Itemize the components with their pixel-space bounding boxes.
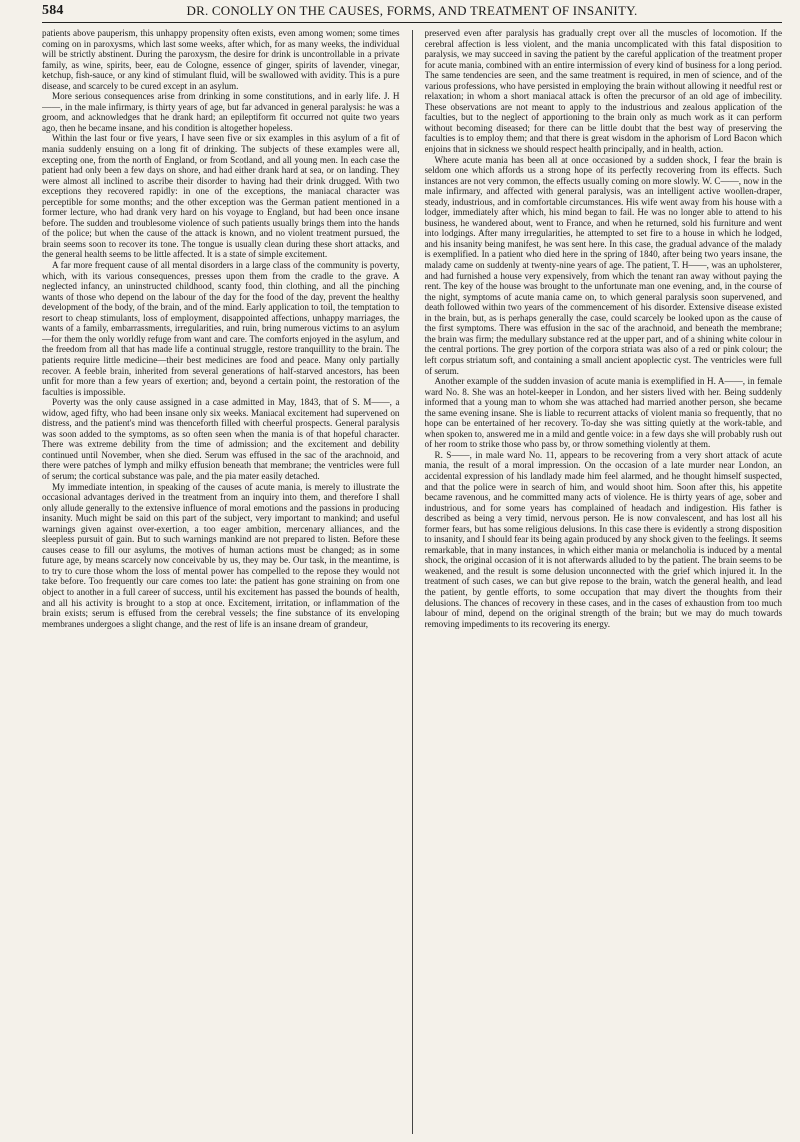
paragraph: My immediate intention, in speaking of the causes of acute mania, is merely to illustrate the occasional advantages derived in the treatment from an inquiry into them, and therefore I shall only allude generally to the extensive influence of moral emotions and the passions in producing insanity. Much might be said on this part of the subject, very important to mankind; and useful warnings given against over-exertion, a too eager ambition, mercenary alliances, and the sleepless pursuit of gain. But to such warnings mankind are not prepared to listen. Before these causes cease to fill our asylums, the motives of human actions must be changed; as in some future age, by means scarcely now conceivable by us, they may be. Our task, in the meantime, is to try to cure those whom the loss of mental power has compelled to the repose they would not take before. Too frequently our care comes too late: the patient has gone straining on from one object to another in a full career of success, until his excitement has passed the bounds of health, and all his activity is brought to a stop at once. Excitement, irritation, or inflammation of the brain exists; serum is effused from the cerebral vessels; the fine substance of its enveloping membranes undergoes a slight change, and the rest of life is an insane dream of grandeur, [42,481,400,629]
paragraph: patients above pauperism, this unhappy propensity often exists, even among women; some times coming on in paroxysms, which last some weeks, after which, for as many weeks, the individual will be strictly abstinent. During the paroxysm, the desire for drink is uncontrollable in a private family, as wine, spirits, beer, eau de Cologne, essence of ginger, spirits of lavender, vinegar, ketchup, fish-sauce, or any kind of stimulant fluid, will be swallowed with avidity. This is a pure disease, and scarcely to be cured except in an asylum. [42,28,400,91]
paragraph: Where acute mania has been all at once occasioned by a sudden shock, I fear the brain is seldom one which affords us a strong hope of its perfectly recovering from its effects. Such instances are not very common, the effects usually coming on more slowly. W. C——, now in the male infirmary, and affected with general paralysis, was an intelligent active woollen-draper, steady, industrious, and in comfortable circumstances. His wife went away from his house with a lodger, immediately after which, his mind began to fail. He was no longer able to attend to his business, he wandered about, went to France, and when he returned, sold his furniture and went into lodgings. After many irregularities, he attempted to set fire to a house in which he lodged, and his insanity being manifest, he was sent here. In this case, the gradual advance of the malady is exemplified. In a patient who died here in the spring of 1840, after being two years insane, the malady came on suddenly at twenty-nine years of age. The patient, T. H——, was an upholsterer, and had furnished a house very expensively, from which the tenant ran away without paying the rent. The key of the house was brought to the unfortunate man one evening, and, in the course of the night, symptoms of acute mania came on, to which general paralysis soon supervened, and death followed within two years of the commencement of his disorder. Extensive disease existed in the brain, but, as is perhaps generally the case, could scarcely be looked upon as the cause of the first symptoms. There was effusion in the sac of the arachnoid, and beneath the membrane; the brain was firm; the medullary substance red at the upper part, and of a shining white colour in the central portions. The grey portion of the corpora striata was also of a red or pink colour; the left corpus striatum soft, and containing a small ancient apoplectic cyst. The ventricles were full of serum. [424,154,782,376]
paragraph: Within the last four or five years, I have seen five or six examples in this asylum of a fit of mania suddenly ensuing on a long fit of drinking. The subjects of these examples were all, excepting one, from the north of England, or from Scotland, and all young men. In each case the patient had only been a few days on shore, and had either drank hard at sea, or on landing. They were almost all inclined to ascribe their disorder to having had their drink drugged. With two exceptions they recovered rapidly: in one of the exceptions, the maniacal character was perceptible for some months; and the other exception was the German patient mentioned in a former lecture, who had drank very hard on his voyage to England, but had been once insane before. The sudden and troublesome violence of such patients usually brings them into the hands of the police; but when the cause of the attack is known, and no violent treatment pursued, the brain seems soon to recover its tone. The tongue is usually clean during these short attacks, and the general health seems to be little affected. It is a state of simple excitement. [42,133,400,260]
right-column [425,28,783,1134]
column-divider [412,30,413,1134]
page-header [42,0,782,23]
paragraph: R. S——, in male ward No. 11, appears to be recovering from a very short attack of acute mania, the result of a moral impression. On the occasion of a late murder near London, an accidental expression of his landlady made him feel alarmed, and he thought himself suspected, and that the police were in search of him, and would shoot him. Soon after this, his appetite became ravenous, and he committed many acts of violence. He is thirty years of age, sober and industrious, and for some years has complained of headach and indigestion. His father is described as being a very timid, nervous person. He is now convalescent, and has lost all his former fears, but has some religious delusions. In this case there is evidently a strong disposition to insanity, and I should fear its being again produced by any shock given to the feelings. It seems remarkable, that in many instances, in which either mania or melancholia is induced by a mental shock, the original occasion of it is not afterwards alluded to by the patient. The brain seems to be weakened, and the result is some delusion unconnected with the grief which injured it. In the treatment of such cases, we can but give repose to the brain, watch the general health, and lead the patient, by gentle efforts, to some occupation that may divert the thoughts from their delusions. The chances of recovery in these cases, and in the cases of exhaustion from too much labour of mind, depend on the original strength of the brain; but we may do much towards removing impediments to its recovering its energy. [424,449,782,629]
page-number: 584 [42,3,64,18]
paragraph: Another example of the sudden invasion of acute mania is exemplified in H. A——, in female ward No. 8. She was an hotel-keeper in London, and her sisters lived with her. Being suddenly informed that a young man to whom she was attached had married another person, she became the same evening insane. She is liable to recurrent attacks of violent mania so frequently, that no hope can be entertained of her recovery. To-day she was sitting quietly at the work-table, and when spoken to, answered me in a mild and gentle voice: in a few days she will probably rush out of her room to strike those who pass by, or throw something violently at them. [424,376,782,450]
paragraph: preserved even after paralysis has gradually crept over all the muscles of locomotion. If the cerebral affection is less violent, and the mania uncomplicated with this fatal disposition to paralysis, we may succeed in saving the patient by the careful application of the treatment proper for acute mania, combined with an entire intermission of every kind of business for a long period. The same tendencies are seen, and the same treatment is required, in men of science, and of the various professions, who have persisted in employing the brain without allowing it needful rest or relaxation; in whom a short maniacal attack is often the precursor of an old age of imbecility. These observations are not meant to apply to the industrious and zealous application of the faculties, but to the neglect of apportioning to the brain only as much work as it can perform without becoming diseased; for there can be little doubt that the best way of preserving the faculties is to employ them; and that there is great wisdom in the aphorism of Lord Bacon which enjoins that in sickness we should respect health principally, and in health, action. [424,28,782,155]
text-columns [42,28,782,1134]
left-column [42,28,400,1134]
paragraph: More serious consequences arise from drinking in some constitutions, and in early life. J. H——, in the male infirmary, is thirty years of age, but far advanced in general paralysis: he was a groom, and acknowledges that he drank hard; an epileptiform fit occurred not quite two years ago, then he became insane, and his condition is altogether hopeless. [42,91,400,133]
running-title: DR. CONOLLY ON THE CAUSES, FORMS, AND TREATMENT OF INSANITY. [186,3,638,18]
paragraph: A far more frequent cause of all mental disorders in a large class of the community is poverty, which, with its various consequences, presses upon them from the cradle to the grave. A neglected infancy, an uninstructed childhood, scanty food, thin clothing, and all the pinching wants of those who depend on the labour of the day for the food of the day, prevent the healthy development of the body, of the brain, and of the mind. Early application to toil, the temptation to resort to cheap stimulants, loss of employment, disappointed affections, unhappy marriages, the wants of a family, embarrassments, irregularities, and ruin, bring numerous victims to an asylum—for them the only worldly refuge from want and care. The comforts enjoyed in the asylum, and the freedom from all that has made life a continual struggle, restore tranquillity to the brain. The patients require little medicine—their best medicines are food and peace. Many only partially recover. A feeble brain, inherited from several generations of half-starved ancestors, has been unfit for more than a few years of exertion; and, beyond a certain point, the restoration of the faculties is impossible. [42,260,400,397]
paragraph: Poverty was the only cause assigned in a case admitted in May, 1843, that of S. M——, a widow, aged fifty, who had been insane only six weeks. Maniacal excitement had supervened on distress, and the patient's mind was thenceforth filled with cheerful prospects. General paralysis was soon added to the symptoms, as so often seen when the mania is of that hopeful character. There was extreme debility from the time of admission; and the excitement and debility continued until November, when she died. Serum was effused in the sac of the arachnoid, and there were patches of lymph and milky effusion beneath that membrane; the ventricles were full of serum; the cortical substance was pale, and the pia mater easily detached. [42,397,400,481]
